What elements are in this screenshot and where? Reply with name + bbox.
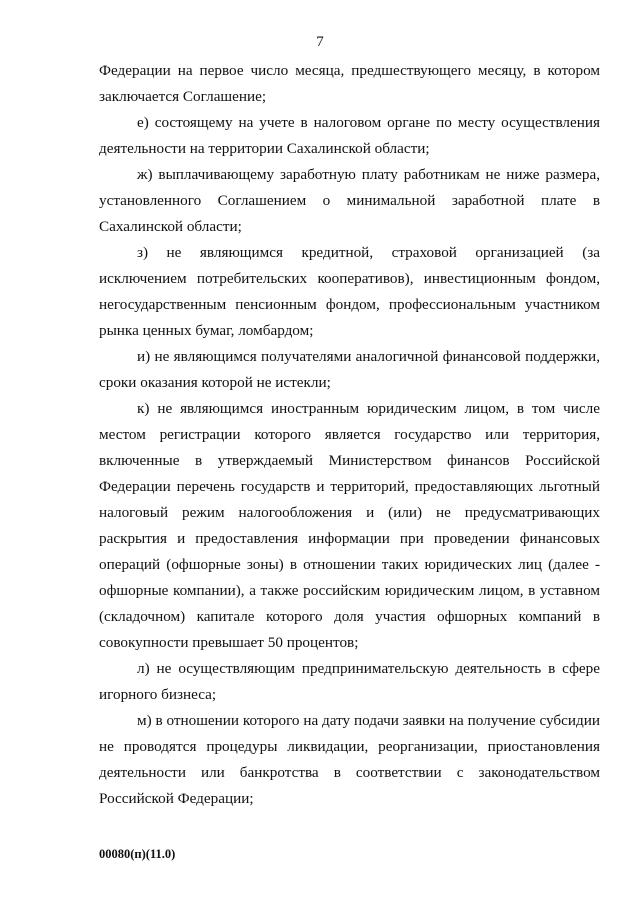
document-code: 00080(п)(11.0) xyxy=(99,847,176,861)
paragraph-item-k: к) не являющимся иностранным юридическим лицом, в том числе местом регистрации которого является государство или территория, включенные в утверждаемый Министерством финансов Российской Федерации перечень государств и территорий, предоставляющих льготный налоговый режим налогообложения и (или) не предусматривающих раскрытия и предоставления информации при проведении финансовых операций (офшорные зоны) в отношении таких юридических лиц (далее - офшорные компании), а также российским юридическим лицом, в уставном (складочном) капитале которого доля участия офшорных компаний в совокупности превышает 50 процентов; xyxy=(99,400,600,651)
paragraph-item-m: м) в отношении которого на дату подачи заявки на получение субсидии не проводятся процедуры ликвидации, реорганизации, приостановления деятельности или банкротства в соответствии с законодательством Российской Федерации; xyxy=(99,712,600,807)
paragraph-item-e: е) состоящему на учете в налоговом органе по месту осуществления деятельности на территории Сахалинской области; xyxy=(99,114,600,157)
paragraph-item-l: л) не осуществляющим предпринимательскую деятельность в сфере игорного бизнеса; xyxy=(99,660,600,703)
paragraph-item-zh: ж) выплачивающему заработную плату работникам не ниже размера, установленного Соглашением о минимальной заработной плате в Сахалинской области; xyxy=(99,166,600,235)
document-body xyxy=(99,58,600,812)
paragraph-item-i: и) не являющимся получателями аналогичной финансовой поддержки, сроки оказания которой не истекли; xyxy=(99,348,600,391)
page-number: 7 xyxy=(316,34,324,50)
paragraph-item-z: з) не являющимся кредитной, страховой организацией (за исключением потребительских кооперативов), инвестиционным фондом, негосударственным пенсионным фондом, профессиональным участником рынка ценных бумаг, ломбардом; xyxy=(99,244,600,339)
paragraph-continuation: Федерации на первое число месяца, предшествующего месяцу, в котором заключается Соглашение; xyxy=(99,62,600,105)
